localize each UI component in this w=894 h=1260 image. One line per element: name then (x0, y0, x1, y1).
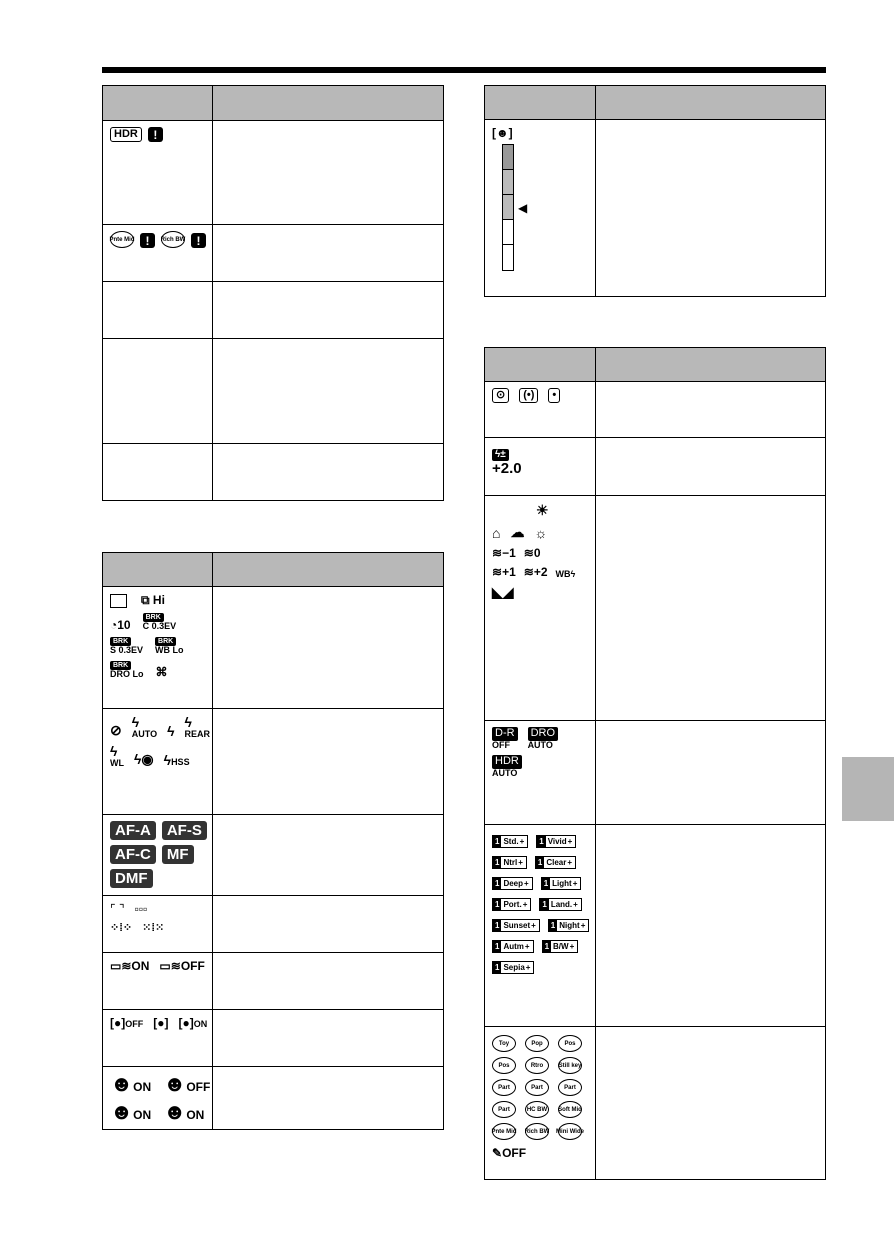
creative-style-icon: 1 Autm + (492, 940, 534, 953)
af-a-icon: AF-A (110, 821, 156, 840)
continuous-hi-icon: ⧉ Hi (141, 593, 165, 607)
wide-area-icon: ⌜ ⌝ (110, 902, 125, 916)
description-cell (596, 438, 826, 496)
picture-effect-icon: Pos (492, 1057, 516, 1074)
incandescent-icon: ☼ (534, 525, 548, 541)
picture-effect-icon: Toy (492, 1035, 516, 1052)
daylight-icon: ☀ (536, 502, 549, 518)
dro-hdr-cell (485, 721, 596, 825)
picture-effect-icon: Soft Mid (558, 1101, 582, 1118)
picture-effect-icon: Mini Wide (558, 1123, 582, 1140)
picture-effect-icon: Pnte Mid (492, 1123, 516, 1140)
warning-icon: ! (191, 233, 206, 248)
flash-rear-icon: ϟ REAR (184, 714, 211, 739)
description-cell (213, 953, 444, 1010)
picture-effect-icon: Pnte Mid (110, 231, 134, 248)
flash-comp-cell (485, 438, 596, 496)
picture-effect-icon: Part (558, 1079, 582, 1096)
left-table-2 (102, 552, 444, 1130)
face-detection-cell (103, 1010, 213, 1067)
description-cell (213, 121, 444, 225)
fluorescent-warm-icon: ≋−1 (492, 546, 516, 560)
smile-on-icon: ☻ON (110, 1071, 152, 1096)
header-cell (596, 348, 826, 382)
description-cell (213, 896, 444, 953)
creative-style-icon: 1 Light + (541, 877, 582, 890)
description-cell (213, 1010, 444, 1067)
description-cell (213, 1067, 444, 1130)
header-cell (485, 348, 596, 382)
header-cell (596, 86, 826, 120)
af-s-icon: AF-S (162, 821, 207, 840)
icon-cell (103, 444, 213, 501)
smile-detection-icon: [☻] (492, 126, 513, 140)
dro-auto-icon: DRO AUTO (528, 727, 558, 750)
icon-cell (103, 282, 213, 339)
header-cell (103, 86, 213, 121)
header-cell (213, 86, 444, 121)
zone-area-icon: ▫▫▫ (134, 902, 148, 916)
creative-style-icon: 1 Std. + (492, 835, 528, 848)
flash-wireless-icon: ϟ WL (110, 743, 124, 768)
picture-effect-icon: Rich BW (525, 1123, 549, 1140)
description-cell (213, 587, 444, 709)
flash-fill-icon: ϟ (167, 723, 175, 740)
steadyshot-off-icon: ▭≋OFF (159, 959, 205, 973)
metering-cell (485, 382, 596, 438)
smile-on-icon: ☻ON (163, 1099, 205, 1124)
smile-shutter-cell (103, 1067, 213, 1130)
bracket-continuous-icon: BRK C 0.3EV (142, 614, 177, 632)
section-tab (842, 757, 894, 821)
fluorescent-day-white-icon: ≋+1 (492, 565, 516, 579)
flash-wb-icon: WBϟ (555, 569, 576, 579)
face-detect-registered-icon: [●] (153, 1016, 169, 1030)
icon-cell (103, 121, 213, 225)
header-cell (213, 553, 444, 587)
header-cell (103, 553, 213, 587)
picture-effect-cell (485, 1027, 596, 1180)
sensitivity-pointer-icon: ◀ (518, 200, 528, 215)
focus-mode-cell (103, 815, 213, 896)
creative-style-icon: 1 Ntrl + (492, 856, 527, 869)
cloudy-icon: ☁ (510, 524, 525, 540)
creative-style-icon: 1 Sunset + (492, 919, 540, 932)
face-detect-off-icon: [●]OFF (110, 1016, 144, 1030)
sensitivity-meter (502, 144, 514, 271)
picture-effect-icon: Pop (525, 1035, 549, 1052)
icon-cell (103, 225, 213, 282)
description-cell (213, 225, 444, 282)
creative-style-icon: 1 B/W + (542, 940, 579, 953)
multi-metering-icon: ⊙ (492, 388, 509, 403)
smile-off-icon: ☻OFF (163, 1071, 211, 1096)
fluorescent-cool-icon: ≋0 (523, 546, 541, 560)
flash-hss-icon: ϟHSS (163, 752, 190, 769)
white-balance-cell (485, 496, 596, 721)
right-table-1 (484, 85, 826, 297)
mf-icon: MF (162, 845, 194, 864)
center-metering-icon: (•) (519, 388, 538, 403)
warning-icon: ! (148, 127, 163, 142)
top-rule (102, 67, 826, 73)
header-cell (485, 86, 596, 120)
af-area-cell (103, 896, 213, 953)
flash-comp-value: +2.0 (492, 460, 522, 477)
dro-off-icon: D-R OFF (492, 727, 518, 750)
creative-style-icon: 1 Clear + (535, 856, 576, 869)
picture-effect-icon: Still key (558, 1057, 582, 1074)
hdr-auto-icon: HDR AUTO (492, 755, 522, 778)
face-detect-on-icon: [●]ON (178, 1016, 208, 1030)
picture-effect-icon: Part (492, 1079, 516, 1096)
description-cell (596, 825, 826, 1027)
description-cell (213, 282, 444, 339)
custom-wb-icon: ◣◢ (492, 584, 514, 600)
creative-style-icon: 1 Deep + (492, 877, 533, 890)
steadyshot-on-icon: ▭≋ON (110, 959, 150, 973)
hdr-icon: HDR (110, 127, 142, 142)
spot-metering-icon: • (548, 388, 560, 403)
dmf-icon: DMF (110, 869, 153, 888)
description-cell (596, 721, 826, 825)
flash-off-icon: ⊘ (110, 722, 122, 739)
description-cell (596, 496, 826, 721)
picture-effect-icon: HC BW (525, 1101, 549, 1118)
picture-effect-icon: Pos (558, 1035, 582, 1052)
description-cell (596, 1027, 826, 1180)
af-c-icon: AF-C (110, 845, 156, 864)
smile-detection-cell (485, 120, 596, 297)
picture-effect-icon: Rich BW (161, 231, 185, 248)
description-cell (213, 339, 444, 444)
warning-icon: ! (140, 233, 155, 248)
creative-style-icon: 1 Sepia + (492, 961, 534, 974)
creative-style-icon: 1 Port. + (492, 898, 531, 911)
description-cell (213, 444, 444, 501)
effect-off-icon: ✎OFF (492, 1146, 527, 1160)
creative-style-cell (485, 825, 596, 1027)
description-cell (596, 120, 826, 297)
creative-style-icon: 1 Night + (548, 919, 590, 932)
left-table-1 (102, 85, 444, 501)
flash-mode-cell (103, 709, 213, 815)
steady-shot-cell (103, 953, 213, 1010)
flash-auto-icon: ϟ AUTO (131, 714, 158, 739)
bracket-dro-icon: BRK DRO Lo (110, 661, 144, 679)
icon-cell (103, 339, 213, 444)
red-eye-icon: ϟ◉ (134, 751, 154, 768)
self-timer-icon: ◔10 (110, 617, 131, 632)
description-cell (213, 815, 444, 896)
fluorescent-daylight-icon: ≋+2 (523, 565, 548, 579)
flash-comp-icon: ϟ± (492, 449, 509, 461)
right-table-2 (484, 347, 826, 1180)
description-cell (213, 709, 444, 815)
bracket-wb-icon: BRK WB Lo (155, 637, 184, 656)
picture-effect-icon: Rtro (525, 1057, 549, 1074)
shade-icon: ⌂ (492, 525, 501, 541)
smile-on-icon: ☻ON (110, 1099, 152, 1124)
single-shot-icon (110, 594, 127, 608)
drive-mode-cell (103, 587, 213, 709)
picture-effect-icon: Part (492, 1101, 516, 1118)
remote-control-icon: ⌘ (155, 665, 168, 680)
creative-style-icon: 1 Vivid + (536, 835, 576, 848)
center-area-icon: ⁘⁞⁘ (110, 922, 133, 934)
bracket-single-icon: BRK S 0.3EV (110, 637, 144, 656)
flexible-spot-icon: ⁙⁞⁙ (142, 922, 165, 934)
picture-effect-icon: Part (525, 1079, 549, 1096)
description-cell (596, 382, 826, 438)
creative-style-icon: 1 Land. + (539, 898, 581, 911)
